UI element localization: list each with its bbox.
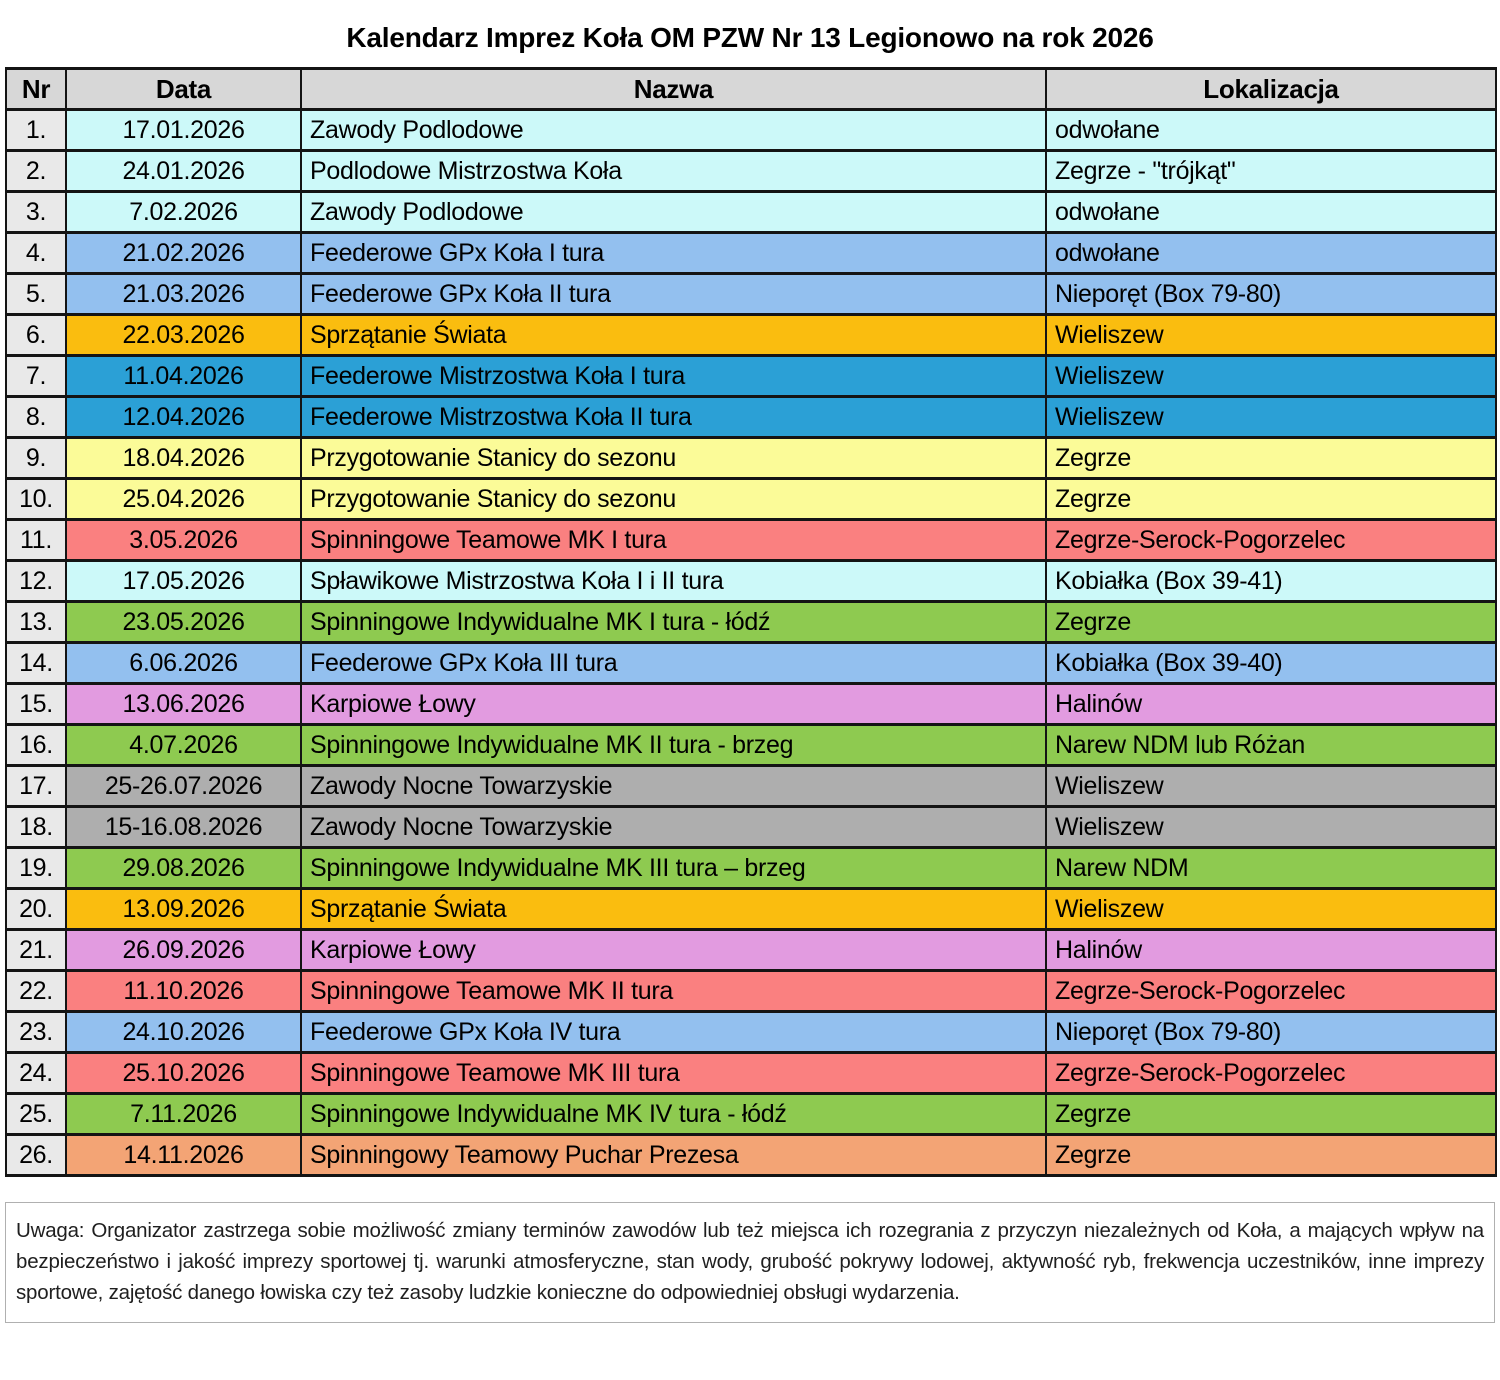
row-location: Zegrze xyxy=(1046,479,1496,520)
row-location: Zegrze xyxy=(1046,1135,1496,1176)
row-number: 17. xyxy=(6,766,66,807)
row-location: Kobiałka (Box 39-40) xyxy=(1046,643,1496,684)
row-event-name: Feederowe Mistrzostwa Koła II tura xyxy=(301,397,1046,438)
row-event-name: Feederowe GPx Koła IV tura xyxy=(301,1012,1046,1053)
row-event-name: Spinningowe Indywidualne MK III tura – brzeg xyxy=(301,848,1046,889)
table-row xyxy=(6,930,1496,971)
table-row xyxy=(6,848,1496,889)
row-date: 22.03.2026 xyxy=(66,315,301,356)
row-date: 23.05.2026 xyxy=(66,602,301,643)
row-event-name: Spinningowe Indywidualne MK II tura - brzeg xyxy=(301,725,1046,766)
row-event-name: Przygotowanie Stanicy do sezonu xyxy=(301,479,1046,520)
table-row xyxy=(6,479,1496,520)
table-row xyxy=(6,233,1496,274)
row-date: 17.05.2026 xyxy=(66,561,301,602)
row-number: 13. xyxy=(6,602,66,643)
row-number: 8. xyxy=(6,397,66,438)
row-number: 23. xyxy=(6,1012,66,1053)
events-table xyxy=(5,67,1497,1177)
row-number: 4. xyxy=(6,233,66,274)
row-event-name: Zawody Podlodowe xyxy=(301,110,1046,151)
table-row xyxy=(6,1094,1496,1135)
row-number: 1. xyxy=(6,110,66,151)
row-date: 11.10.2026 xyxy=(66,971,301,1012)
row-number: 26. xyxy=(6,1135,66,1176)
row-number: 25. xyxy=(6,1094,66,1135)
row-location: Zegrze xyxy=(1046,438,1496,479)
row-number: 5. xyxy=(6,274,66,315)
table-row xyxy=(6,315,1496,356)
row-event-name: Feederowe GPx Koła II tura xyxy=(301,274,1046,315)
row-date: 3.05.2026 xyxy=(66,520,301,561)
row-event-name: Spinningowe Indywidualne MK IV tura - łódź xyxy=(301,1094,1046,1135)
row-number: 15. xyxy=(6,684,66,725)
row-number: 9. xyxy=(6,438,66,479)
row-number: 3. xyxy=(6,192,66,233)
row-number: 6. xyxy=(6,315,66,356)
row-location: Zegrze xyxy=(1046,602,1496,643)
row-date: 24.01.2026 xyxy=(66,151,301,192)
row-date: 25-26.07.2026 xyxy=(66,766,301,807)
table-row xyxy=(6,1012,1496,1053)
table-row xyxy=(6,192,1496,233)
row-date: 14.11.2026 xyxy=(66,1135,301,1176)
row-number: 16. xyxy=(6,725,66,766)
column-header-nr: Nr xyxy=(6,69,66,110)
row-event-name: Zawody Nocne Towarzyskie xyxy=(301,766,1046,807)
row-number: 18. xyxy=(6,807,66,848)
table-row xyxy=(6,807,1496,848)
row-location: Wieliszew xyxy=(1046,807,1496,848)
row-number: 10. xyxy=(6,479,66,520)
row-event-name: Spinningowe Teamowe MK III tura xyxy=(301,1053,1046,1094)
table-row xyxy=(6,110,1496,151)
row-event-name: Spinningowy Teamowy Puchar Prezesa xyxy=(301,1135,1046,1176)
row-event-name: Zawody Podlodowe xyxy=(301,192,1046,233)
row-date: 21.03.2026 xyxy=(66,274,301,315)
row-date: 15-16.08.2026 xyxy=(66,807,301,848)
row-location: odwołane xyxy=(1046,192,1496,233)
row-location: Narew NDM xyxy=(1046,848,1496,889)
row-date: 25.10.2026 xyxy=(66,1053,301,1094)
row-date: 29.08.2026 xyxy=(66,848,301,889)
table-row xyxy=(6,1135,1496,1176)
column-header-data: Data xyxy=(66,69,301,110)
table-row xyxy=(6,151,1496,192)
row-event-name: Podlodowe Mistrzostwa Koła xyxy=(301,151,1046,192)
row-number: 22. xyxy=(6,971,66,1012)
row-date: 21.02.2026 xyxy=(66,233,301,274)
table-row xyxy=(6,520,1496,561)
table-row xyxy=(6,971,1496,1012)
row-location: Zegrze-Serock-Pogorzelec xyxy=(1046,971,1496,1012)
row-number: 2. xyxy=(6,151,66,192)
row-location: Wieliszew xyxy=(1046,315,1496,356)
row-event-name: Karpiowe Łowy xyxy=(301,684,1046,725)
row-date: 11.04.2026 xyxy=(66,356,301,397)
row-location: odwołane xyxy=(1046,110,1496,151)
row-location: Zegrze xyxy=(1046,1094,1496,1135)
table-row xyxy=(6,356,1496,397)
row-number: 7. xyxy=(6,356,66,397)
table-row xyxy=(6,438,1496,479)
row-date: 13.09.2026 xyxy=(66,889,301,930)
row-location: Narew NDM lub Różan xyxy=(1046,725,1496,766)
row-location: Wieliszew xyxy=(1046,889,1496,930)
column-header-lokalizacja: Lokalizacja xyxy=(1046,69,1496,110)
row-location: Halinów xyxy=(1046,684,1496,725)
table-body xyxy=(6,110,1496,1176)
row-date: 17.01.2026 xyxy=(66,110,301,151)
row-event-name: Spinningowe Teamowe MK I tura xyxy=(301,520,1046,561)
row-event-name: Feederowe GPx Koła I tura xyxy=(301,233,1046,274)
page-title: Kalendarz Imprez Koła OM PZW Nr 13 Legionowo na rok 2026 xyxy=(346,21,1154,53)
row-number: 19. xyxy=(6,848,66,889)
row-event-name: Feederowe GPx Koła III tura xyxy=(301,643,1046,684)
row-date: 4.07.2026 xyxy=(66,725,301,766)
table-row xyxy=(6,889,1496,930)
row-date: 12.04.2026 xyxy=(66,397,301,438)
row-event-name: Zawody Nocne Towarzyskie xyxy=(301,807,1046,848)
table-row xyxy=(6,684,1496,725)
row-number: 14. xyxy=(6,643,66,684)
row-location: Nieporęt (Box 79-80) xyxy=(1046,1012,1496,1053)
column-header-nazwa: Nazwa xyxy=(301,69,1046,110)
table-row xyxy=(6,274,1496,315)
row-date: 7.02.2026 xyxy=(66,192,301,233)
row-event-name: Przygotowanie Stanicy do sezonu xyxy=(301,438,1046,479)
row-location: Wieliszew xyxy=(1046,397,1496,438)
row-date: 7.11.2026 xyxy=(66,1094,301,1135)
table-header xyxy=(6,69,1496,110)
row-date: 24.10.2026 xyxy=(66,1012,301,1053)
row-number: 11. xyxy=(6,520,66,561)
footer-note: Uwaga: Organizator zastrzega sobie możliwość zmiany terminów zawodów lub też miejsca ich rozegrania z przyczyn niezależnych od Koła, a mających wpływ na bezpieczeństwo i jakość imprezy sportowej tj. warunki atmosferyczne, stan wody, grubość pokrywy lodowej, aktywność ryb, frekwencja uczestników, inne imprezy sportowe, zajętość danego łowiska czy też zasoby ludzkie konieczne do odpowiedniej obsługi wydarzenia. xyxy=(5,1202,1495,1323)
row-date: 6.06.2026 xyxy=(66,643,301,684)
row-location: Nieporęt (Box 79-80) xyxy=(1046,274,1496,315)
table-row xyxy=(6,397,1496,438)
row-location: Wieliszew xyxy=(1046,356,1496,397)
row-location: Halinów xyxy=(1046,930,1496,971)
row-number: 21. xyxy=(6,930,66,971)
row-location: Zegrze-Serock-Pogorzelec xyxy=(1046,520,1496,561)
row-date: 26.09.2026 xyxy=(66,930,301,971)
table-row xyxy=(6,643,1496,684)
row-location: odwołane xyxy=(1046,233,1496,274)
row-number: 24. xyxy=(6,1053,66,1094)
row-event-name: Spinningowe Indywidualne MK I tura - łódź xyxy=(301,602,1046,643)
row-event-name: Sprzątanie Świata xyxy=(301,315,1046,356)
table-row xyxy=(6,766,1496,807)
row-location: Zegrze-Serock-Pogorzelec xyxy=(1046,1053,1496,1094)
row-date: 13.06.2026 xyxy=(66,684,301,725)
row-number: 20. xyxy=(6,889,66,930)
row-event-name: Karpiowe Łowy xyxy=(301,930,1046,971)
row-event-name: Sprzątanie Świata xyxy=(301,889,1046,930)
row-event-name: Feederowe Mistrzostwa Koła I tura xyxy=(301,356,1046,397)
row-location: Wieliszew xyxy=(1046,766,1496,807)
row-date: 18.04.2026 xyxy=(66,438,301,479)
table-row xyxy=(6,1053,1496,1094)
row-event-name: Spławikowe Mistrzostwa Koła I i II tura xyxy=(301,561,1046,602)
row-number: 12. xyxy=(6,561,66,602)
row-date: 25.04.2026 xyxy=(66,479,301,520)
row-location: Zegrze - "trójkąt" xyxy=(1046,151,1496,192)
table-row xyxy=(6,561,1496,602)
row-event-name: Spinningowe Teamowe MK II tura xyxy=(301,971,1046,1012)
row-location: Kobiałka (Box 39-41) xyxy=(1046,561,1496,602)
table-row xyxy=(6,602,1496,643)
table-row xyxy=(6,725,1496,766)
